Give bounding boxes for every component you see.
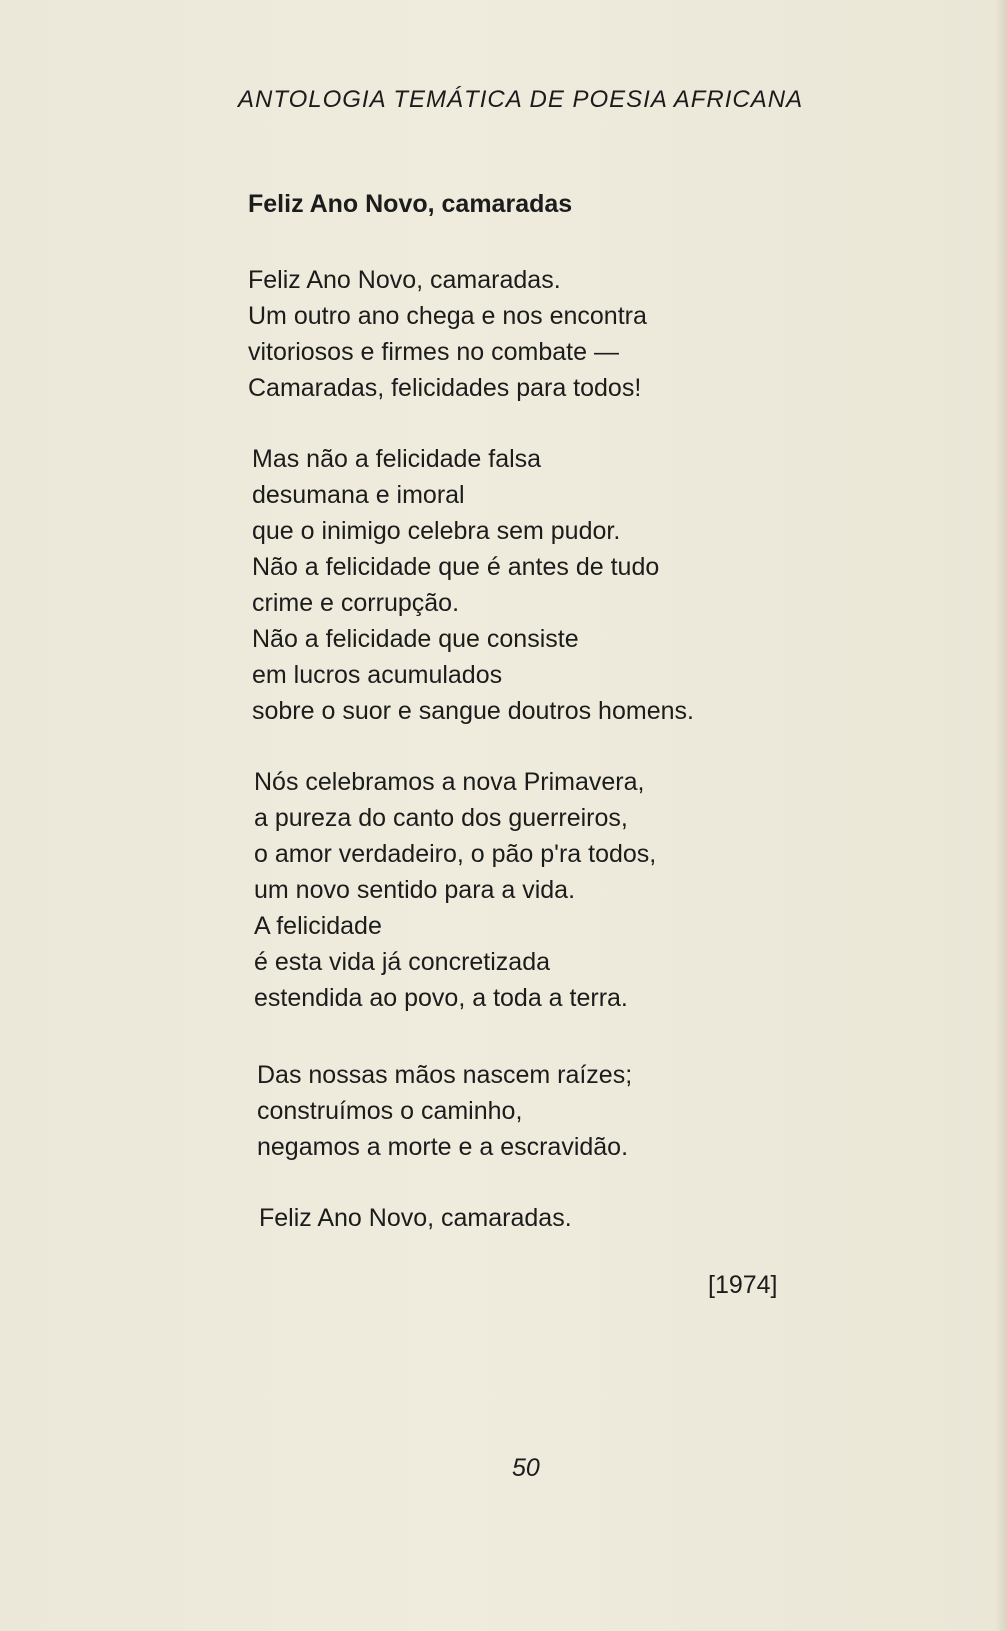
stanza-5 — [259, 1200, 572, 1236]
poem-line: a pureza do canto dos guerreiros, — [254, 804, 628, 832]
poem-line: sobre o suor e sangue doutros homens. — [252, 697, 694, 725]
page-edge-shadow — [995, 0, 1007, 1631]
poem-line: que o inimigo celebra sem pudor. — [252, 517, 621, 545]
poem-date: [1974] — [708, 1271, 778, 1299]
stanza-4 — [257, 1057, 632, 1165]
running-header: ANTOLOGIA TEMÁTICA DE POESIA AFRICANA — [238, 86, 804, 113]
poem-line: Feliz Ano Novo, camaradas. — [248, 266, 561, 294]
poem-line: Nós celebramos a nova Primavera, — [254, 768, 645, 796]
poem-line: Camaradas, felicidades para todos! — [248, 374, 642, 402]
poem-line: Não a felicidade que é antes de tudo — [252, 553, 660, 581]
poem-line: A felicidade — [254, 912, 382, 940]
stanza-3 — [254, 764, 656, 1016]
poem-line: é esta vida já concretizada — [254, 948, 551, 976]
poem-line: desumana e imoral — [252, 481, 465, 509]
poem-line: o amor verdadeiro, o pão p'ra todos, — [254, 840, 657, 868]
poem-title: Feliz Ano Novo, camaradas — [248, 190, 573, 218]
poem-line: Feliz Ano Novo, camaradas. — [259, 1204, 572, 1232]
poem-line: crime e corrupção. — [252, 589, 460, 617]
page-number: 50 — [512, 1454, 540, 1482]
poem-line: estendida ao povo, a toda a terra. — [254, 984, 628, 1012]
poem-line: em lucros acumulados — [252, 661, 503, 689]
poem-line: Das nossas mãos nascem raízes; — [257, 1061, 633, 1089]
poem-line: Não a felicidade que consiste — [252, 625, 579, 653]
poem-line: Mas não a felicidade falsa — [252, 445, 542, 473]
poem-line: negamos a morte e a escravidão. — [257, 1133, 629, 1161]
poem-line: um novo sentido para a vida. — [254, 876, 576, 904]
poem-line: Um outro ano chega e nos encontra — [248, 302, 647, 330]
stanza-1 — [248, 262, 647, 406]
stanza-2 — [252, 441, 694, 729]
poem-line: construímos o caminho, — [257, 1097, 523, 1125]
poem-line: vitoriosos e firmes no combate — — [248, 338, 619, 366]
